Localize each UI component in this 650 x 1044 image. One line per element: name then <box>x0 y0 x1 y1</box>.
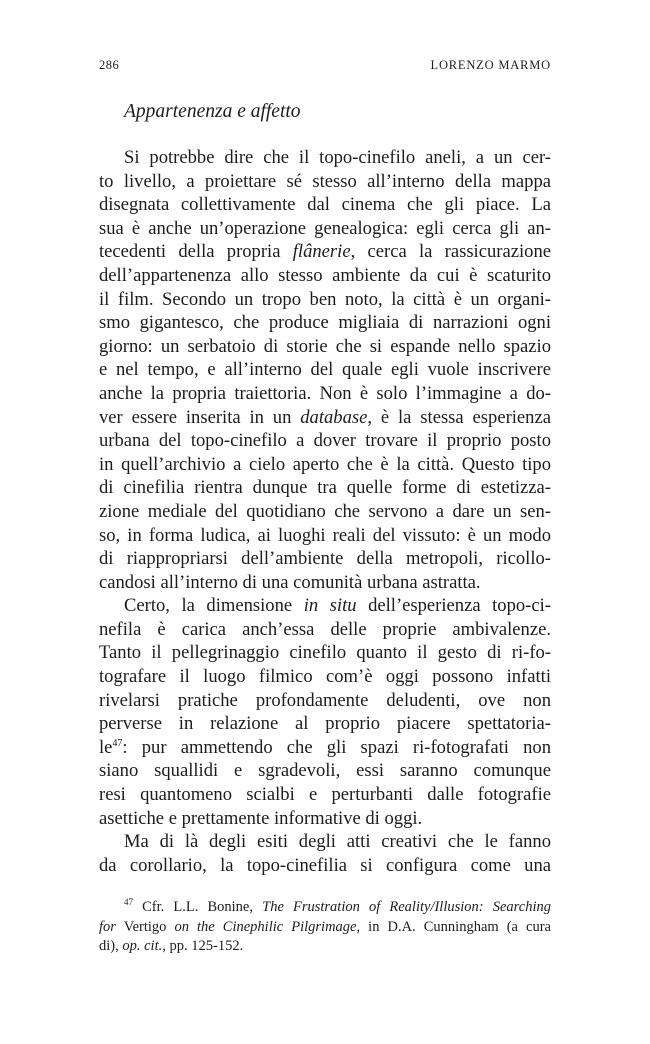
text-line: so, in forma ludica, ai luoghi reali del vissuto: è un modo <box>99 524 551 546</box>
text-line: asettiche e prettamente informative di oggi. <box>99 807 423 829</box>
text-line: Si potrebbe dire che il topo-cinefilo aneli, a un cer- <box>124 147 551 168</box>
text-line: $le^{47}$: pur ammettendo che gli spazi ri-fotografati non <box>99 736 551 758</box>
text-line: resi quantomeno scialbi e perturbanti dalle fotografie <box>99 784 551 806</box>
paragraph-1 <box>99 146 551 594</box>
section-title: Appartenenza e affetto <box>124 101 301 122</box>
text-line: tografare il luogo filmico com’è oggi possono infatti <box>99 666 551 688</box>
text-line: da corollario, la topo-cinefilia si configura come una <box>99 854 551 876</box>
text-line: di cinefilia rientra dunque tra quelle forme di estetizza- <box>99 477 551 499</box>
paragraph-2 <box>99 594 551 830</box>
footnote-number: 47 <box>124 897 133 908</box>
text-line: urbana del topo-cinefilo a dover trovare il proprio posto <box>99 430 551 452</box>
running-head-author: LORENZO MARMO <box>430 58 551 72</box>
text-line: Tanto il pellegrinaggio cinefilo quanto il gesto di ri-fo- <box>99 642 551 664</box>
text-line: rivelarsi pratiche profondamente deludenti, ove non <box>99 689 551 711</box>
text-line: in quell’archivio a cielo aperto che è la città. Questo tipo <box>99 453 551 475</box>
footnote-line: di), op. cit., pp. 125-152. <box>99 938 244 955</box>
text-line: to livello, a proiettare sé stesso all’interno della mappa <box>99 170 551 192</box>
text-line: e nel tempo, e all’interno del quale egli vuole inscrivere <box>99 359 551 381</box>
text-line: di riappropriarsi dell’ambiente della metropoli, ricollo- <box>99 548 551 570</box>
text-line: disegnata collettivamente dal cinema che gli piace. La <box>99 194 551 216</box>
footnote-line: for Vertigo on the Cinephilic Pilgrimage, in D.A. Cunningham (a cura <box>99 918 551 935</box>
footnote-line: $^{47}$ Cfr. L.L. Bonine, The Frustration of Reality/Illusion: Searching <box>124 897 551 915</box>
paragraph-3 <box>99 830 551 877</box>
text-line: perverse in relazione al proprio piacere spettatoria- <box>99 713 551 735</box>
body-text <box>99 146 551 877</box>
text-line: Certo, la dimensione in situ dell’esperienza topo-ci- <box>124 595 551 617</box>
running-head <box>99 58 551 76</box>
text-line: candosi all’interno di una comunità urbana astratta. <box>99 571 481 593</box>
text-line: sua è anche un’operazione genealogica: egli cerca gli an- <box>99 217 551 239</box>
text-line: siano squallidi e sgradevoli, essi saranno comunque <box>99 760 551 782</box>
text-line: giorno: un serbatoio di storie che si espande nello spazio <box>99 335 551 357</box>
text-line: il film. Secondo un tropo ben noto, la città è un organi- <box>99 288 551 310</box>
text-line: dell’appartenenza allo stesso ambiente da cui è scaturito <box>99 264 551 286</box>
text-line: smo gigantesco, che produce migliaia di narrazioni ogni <box>99 312 551 334</box>
text-line: anche la propria traiettoria. Non è solo l’immagine a do- <box>99 382 551 404</box>
footnote-title: The Frustration of Reality/Illusion: Searching <box>262 899 551 915</box>
text-line: nefila è carica anch’essa delle proprie ambivalenze. <box>99 618 551 640</box>
page-number: 286 <box>99 58 120 72</box>
footnote-47 <box>99 898 551 957</box>
text-line: Ma di là degli esiti degli atti creativi che le fanno <box>124 831 551 853</box>
text-line: tecedenti della propria flânerie, cerca la rassicurazione <box>99 241 551 263</box>
text-line: zione mediale del quotidiano che servono a dare un sen- <box>99 500 551 522</box>
text-line: ver essere inserita in un database, è la stessa esperienza <box>99 406 551 428</box>
